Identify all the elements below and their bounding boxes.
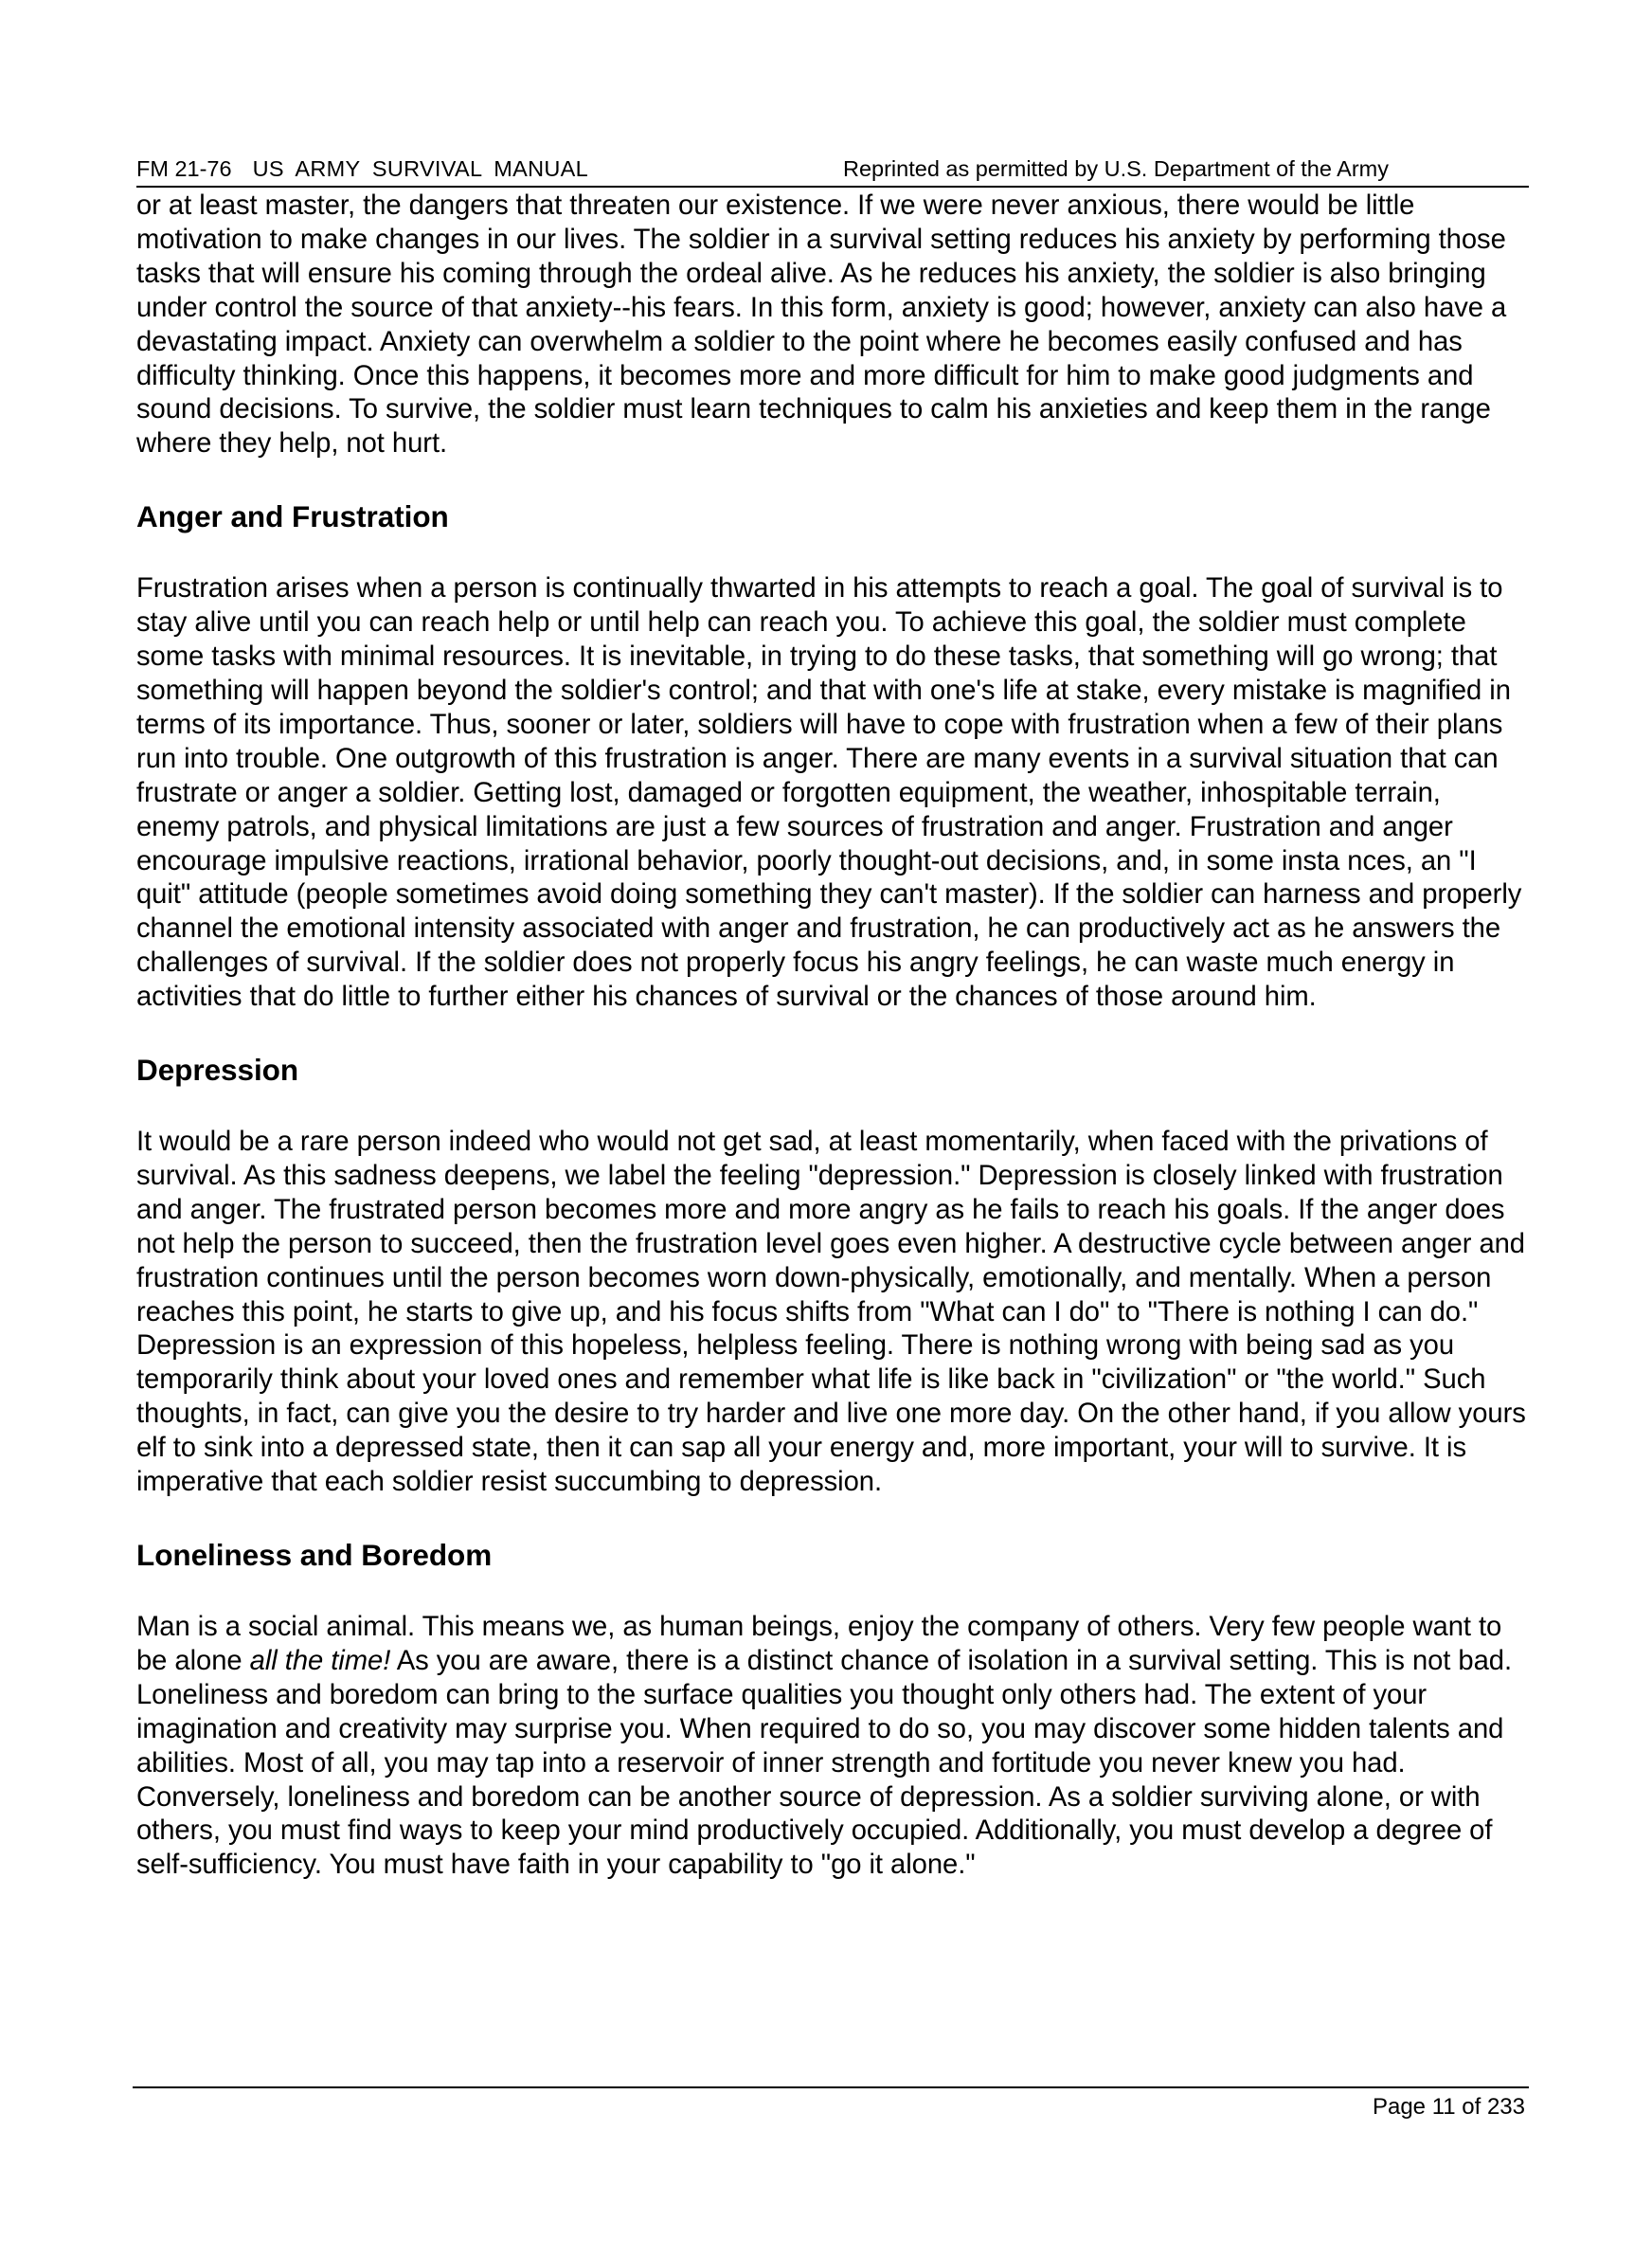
section-heading-anger-frustration: Anger and Frustration	[136, 499, 449, 534]
running-header	[136, 152, 1529, 186]
body-text-after-emphasis: As you are aware, there is a distinct chance of isolation in a survival setting. This is not bad. Loneliness and boredom can bring to the surface qualities you thought only others had. The extent of your imagination and creativity may surprise you. When required to do so, you may discover some hidden talents and abilities. Most of all, you may tap into a reservoir of inner strength and fortitude you never knew you had. Conversely, loneliness and boredom can be another source of depression. As a soldier surviving alone, or with others, you must find ways to keep your mind productively occupied. Additionally, you must develop a degree of self-sufficiency. You must have faith in your capability to "go it alone."	[136, 1645, 1513, 1881]
page-footer	[133, 2086, 1529, 2122]
page-number: Page 11 of 233	[1372, 2094, 1525, 2120]
header-left	[136, 152, 588, 186]
emphasis-text: all the time!	[249, 1645, 391, 1676]
section-body-anger-frustration: Frustration arises when a person is continually thwarted in his attempts to reach a goal. The goal of survival is to stay alive until you can reach help or until help can reach you. To achieve this goal, the soldier must complete some tasks with minimal resources. It is inevitable, in trying to do these tasks, that something will go wrong; that something will happen beyond the soldier's control; and that with one's life at stake, every mistake is magnified in terms of its importance. Thus, sooner or later, soldiers will have to cope with frustration when a few of their plans run into trouble. One outgrowth of this frustration is anger. There are many events in a survival situation that can frustrate or anger a soldier. Getting lost, damaged or forgotten equipment, the weather, inhospitable terrain, enemy patrols, and physical limitations are just a few sources of frustration and anger. Frustration and anger encourage impulsive reactions, irrational behavior, poorly thought-out decisions, and, in some insta nces, an "I quit" attitude (people sometimes avoid doing something they can't master). If the soldier can harness and properly channel the emotional intensity associated with anger and frustration, he can productively act as he answers the challenges of survival. If the soldier does not properly focus his angry feelings, he can waste much energy in activities that do little to further either his chances of survival or the chances of those around him.	[136, 573, 1522, 1013]
document-page	[136, 152, 1529, 1883]
section-depression	[136, 1053, 1529, 1500]
body-content	[136, 190, 1529, 1883]
section-body-depression: It would be a rare person indeed who would not get sad, at least momentarily, when faced with the privations of survival. As this sadness deepens, we label the feeling "depression." Depression is closely linked with frustration and anger. The frustrated person becomes more and more angry as he fails to reach his goals. If the anger does not help the person to succeed, then the frustration level goes even higher. A destructive cycle between anger and frustration continues until the person becomes worn down-physically, emotionally, and mentally. When a person reaches this point, he starts to give up, and his focus shifts from "What can I do" to "There is nothing I can do." Depression is an expression of this hopeless, helpless feeling. There is nothing wrong with being sad as you temporarily think about your loved ones and remember what life is like back in "civilization" or "the world." Such thoughts, in fact, can give you the desire to try harder and live one more day. On the other hand, if you allow yours elf to sink into a depressed state, then it can sap all your energy and, more important, your will to survive. It is imperative that each soldier resist succumbing to depression.	[136, 1127, 1526, 1498]
footer-rule	[133, 2086, 1529, 2088]
section-body-loneliness-boredom	[136, 1611, 1529, 1883]
section-heading-depression: Depression	[136, 1053, 299, 1088]
section-anger-frustration	[136, 499, 1529, 1015]
section-heading-loneliness-boredom: Loneliness and Boredom	[136, 1538, 493, 1572]
section-loneliness-boredom	[136, 1538, 1529, 1883]
header-rule	[136, 186, 1529, 188]
reprint-note: Reprinted as permitted by U.S. Department of the Army	[843, 156, 1390, 181]
intro-paragraph: or at least master, the dangers that threaten our existence. If we were never anxious, there would be little motivation to make changes in our lives. The soldier in a survival setting reduces his anxiety by performing those tasks that will ensure his coming through the ordeal alive. As he reduces his anxiety, the soldier is also bringing under control the source of that anxiety--his fears. In this form, anxiety is good; however, anxiety can also have a devastating impact. Anxiety can overwhelm a soldier to the point where he becomes easily confused and has difficulty thinking. Once this happens, it becomes more and more difficult for him to make good judgments and sound decisions. To survive, the soldier must learn techniques to calm his anxieties and keep them in the range where they help, not hurt.	[136, 190, 1507, 460]
doc-code: FM 21-76	[136, 156, 232, 181]
doc-title: US ARMY SURVIVAL MANUAL	[252, 156, 589, 181]
body-text-before-emphasis: Man is a social animal. This means we, as human beings, enjoy the company of others. Very few people want to be alone	[136, 1612, 1502, 1676]
